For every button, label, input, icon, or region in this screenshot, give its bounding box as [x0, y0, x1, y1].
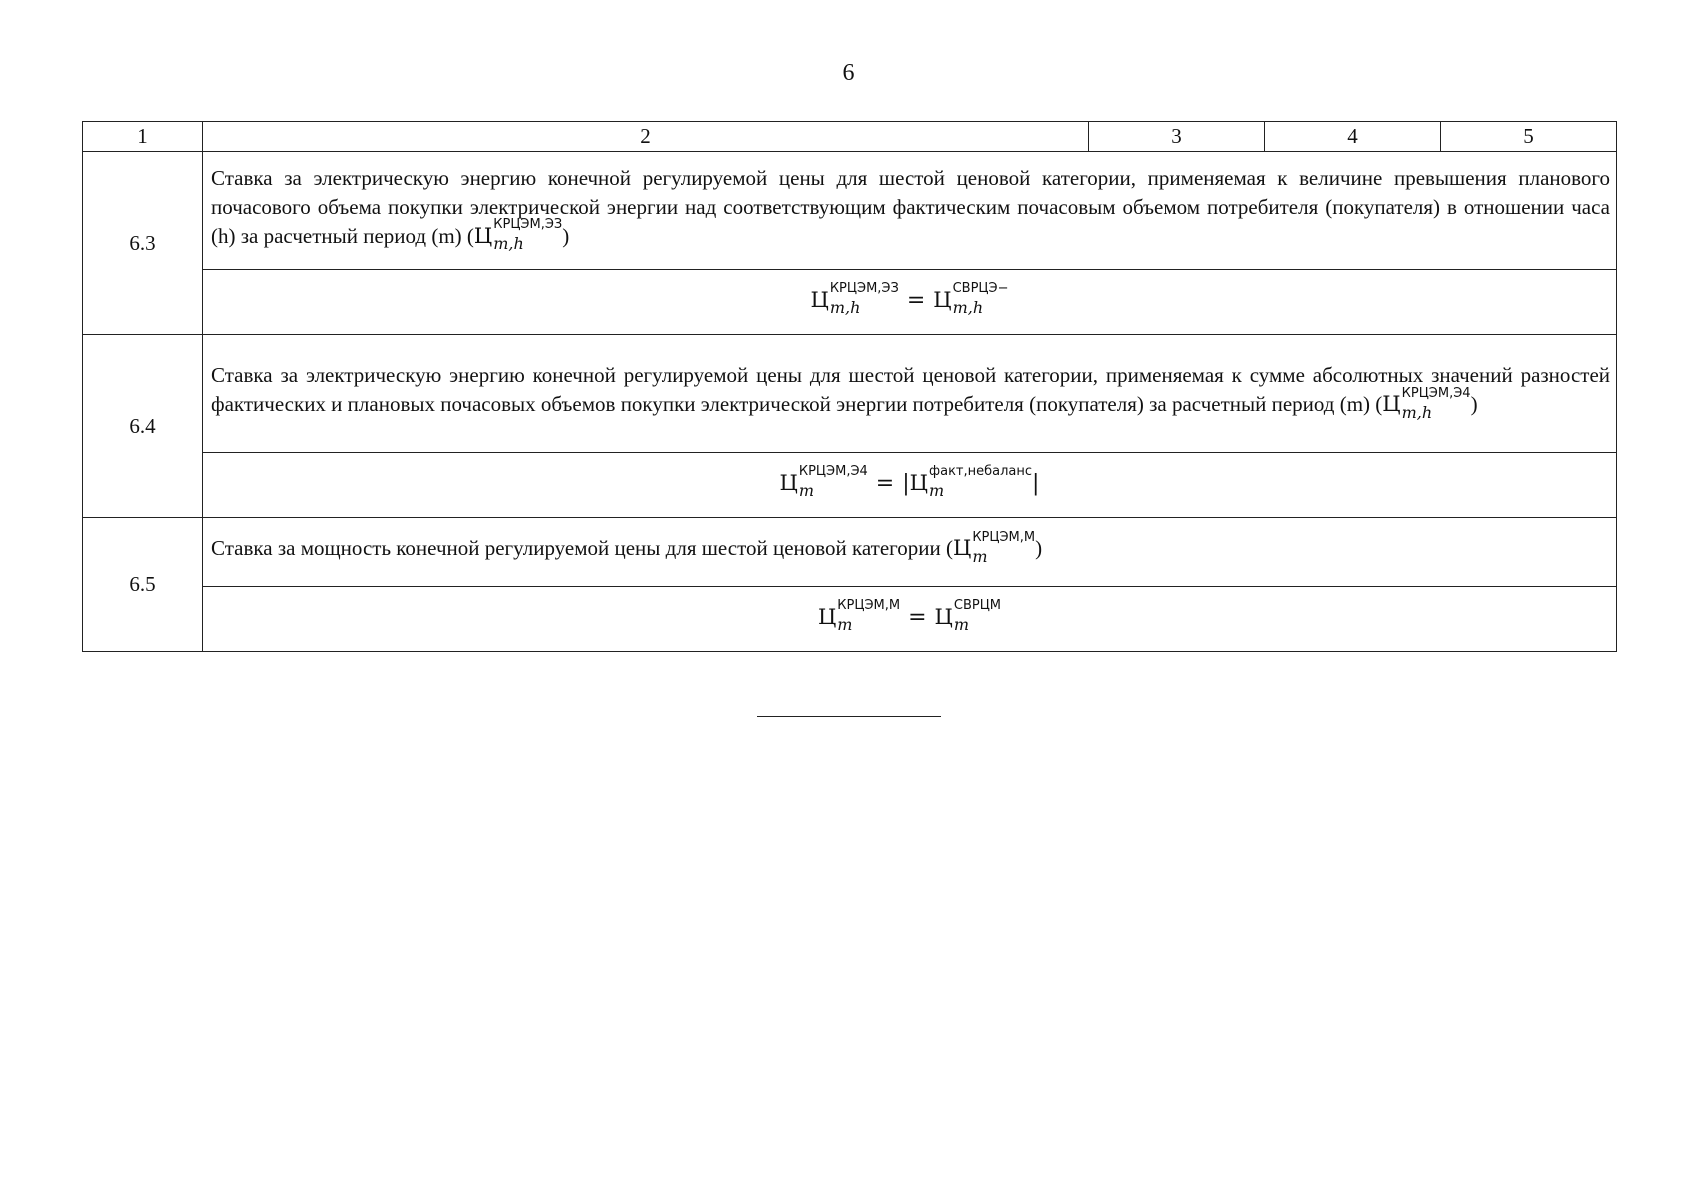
description-symbol: Ц КРЦЭМ,Э4 m,h — [1382, 385, 1471, 422]
description-text: Ставка за мощность конечной регулируемой цены для шестой ценовой категории ( — [211, 536, 953, 561]
table-row-6-3-formula — [83, 270, 1617, 335]
description-symbol: Ц КРЦЭМ,М m — [952, 529, 1036, 566]
description-text: Ставка за электрическую энергию конечной регулируемой цены для шестой ценовой категории, применяемая к величине превышения планового почасового объема покупки электрической энергии над соответствующим фактическим почасовым объемом потребителя (покупателя) в отношении часа (h) за расчетный период (m) ( — [211, 165, 1610, 248]
row-description: Ставка за электрическую энергию конечной регулируемой цены для шестой ценовой категории, применяемая к сумме абсолютных значений разностей фактических и плановых почасовых объемов покупки электрической энергии потребителя (покупателя) за расчетный период (m) (Ц КРЦЭМ,Э4 m,h ) — [203, 335, 1617, 453]
row-formula — [203, 587, 1617, 652]
row-number: 6.3 — [83, 152, 203, 335]
description-text: Ставка за электрическую энергию конечной регулируемой цены для шестой ценовой категории, применяемая к сумме абсолютных значений разностей фактических и плановых почасовых объемов покупки электрической энергии потребителя (покупателя) за расчетный период (m) ( — [211, 363, 1610, 417]
column-header-4: 4 — [1265, 122, 1441, 152]
row-formula — [203, 270, 1617, 335]
page-number: 6 — [842, 60, 855, 86]
row-formula — [203, 453, 1617, 518]
rates-table — [82, 121, 1617, 652]
table-row-6-5-description — [83, 518, 1617, 587]
table-row-6-5-formula — [83, 587, 1617, 652]
formula: Ц КРЦЭМ,ЭЗ m,h = Ц СВРЦЭ− m,h — [810, 281, 1009, 317]
end-of-document-rule — [757, 716, 941, 717]
table-row-6-3-description — [83, 152, 1617, 270]
column-header-3: 3 — [1089, 122, 1265, 152]
column-header-2: 2 — [203, 122, 1089, 152]
table-row-6-4-formula — [83, 453, 1617, 518]
table-header-row — [83, 122, 1617, 152]
description-symbol: Ц КРЦЭМ,ЭЗ m,h — [473, 217, 563, 254]
row-description: Ставка за электрическую энергию конечной регулируемой цены для шестой ценовой категории, применяемая к величине превышения планового почасового объема покупки электрической энергии над соответствующим фактическим почасовым объемом потребителя (покупателя) в отношении часа (h) за расчетный период (m) (Ц КРЦЭМ,ЭЗ m,h ) — [203, 152, 1617, 270]
column-header-1: 1 — [83, 122, 203, 152]
row-description: Ставка за мощность конечной регулируемой цены для шестой ценовой категории (Ц КРЦЭМ,М m ) — [203, 518, 1617, 587]
row-number: 6.5 — [83, 518, 203, 652]
column-header-5: 5 — [1441, 122, 1617, 152]
formula: Ц КРЦЭМ,Э4 m = |Ц факт,небаланс m | — [779, 464, 1040, 500]
table-row-6-4-description — [83, 335, 1617, 453]
row-number: 6.4 — [83, 335, 203, 518]
formula: Ц КРЦЭМ,М m = Ц СВРЦМ m — [817, 598, 1002, 634]
